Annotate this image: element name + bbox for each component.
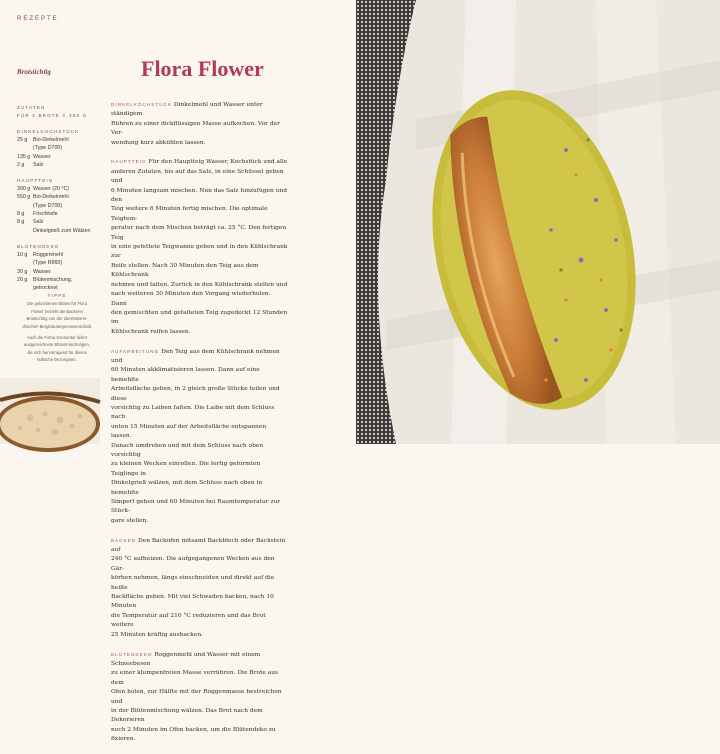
method-text: 240 °C aufheizen. Die aufgegangenen Wecken aus den Gär- <box>111 556 275 572</box>
method-line <box>111 100 288 120</box>
ingredient-row <box>17 218 101 226</box>
method-line <box>111 612 288 631</box>
ingredient-quantity <box>17 227 33 235</box>
method-text: Ofen holen, zur Hälfte mit der Roggenmasse bestreichen und <box>111 689 282 705</box>
ingredient-name: (Type D700) <box>33 145 63 152</box>
method-text: Arbeitsfläche geben, in 2 gleich große Stücke teilen und diese <box>111 386 280 402</box>
ingredient-row <box>17 202 101 210</box>
ingredient-name: Roggenmehl <box>33 251 64 258</box>
ingredient-name: Salz <box>33 161 44 168</box>
method-text: Roggenmehl und Wasser mit einem Schneebesen <box>111 651 261 667</box>
ingredient-quantity: 25 g <box>17 137 28 143</box>
method-line <box>111 309 288 328</box>
method-line <box>111 442 288 461</box>
ingredient-quantity: 20 g <box>17 276 28 283</box>
method-step <box>111 650 288 745</box>
method-text: noch 2 Minuten im Ofen backen, um die Blütendeko zu fixieren. <box>111 726 276 743</box>
ingredient-quantity <box>17 259 33 267</box>
method-text: Reife stellen. Nach 30 Minuten den Teig aus dem Kühlschrank <box>111 262 259 279</box>
ingredients-column <box>17 104 101 292</box>
flower-crusted-bread-photo <box>356 0 720 444</box>
ingredient-row <box>17 144 101 152</box>
ingredient-row <box>17 153 101 161</box>
ingredient-name: Blütenmischung, <box>33 276 73 283</box>
method-line <box>111 404 288 423</box>
method-line <box>111 536 288 556</box>
ingredient-row <box>17 210 101 218</box>
method-line <box>111 243 288 262</box>
method-column <box>111 100 288 754</box>
method-line <box>111 669 288 688</box>
method-line <box>111 498 288 517</box>
bakery-name: Brotsüchtig <box>17 68 51 76</box>
tips-line: Brotsüchtig von der oberösterrei- <box>26 316 88 322</box>
ingredient-quantity: 30 g <box>17 268 28 275</box>
method-line <box>111 574 288 593</box>
ingredient-name: Dinkelgrieß zum Wälzen <box>33 227 91 234</box>
tips-line: hübsche Brot eignen. <box>37 357 77 363</box>
tips-paragraph-2 <box>14 334 100 364</box>
method-text: Teig weitere 6 Minuten fertig mischen. Die optimale Teigtem- <box>111 206 268 222</box>
method-line <box>111 262 288 281</box>
method-text: körben nehmen, längs einschneiden und direkt auf die heiße <box>111 575 275 591</box>
method-text: nach weiteren 30 Minuten den Vorgang wiederholen. Dann <box>111 291 271 307</box>
method-text: Kühlschrank reifen lassen. <box>111 328 191 335</box>
method-text: nehmen und falten. Zurück in den Kühlschrank stellen und <box>111 281 288 288</box>
method-line <box>111 631 288 640</box>
ingredient-row <box>17 251 101 259</box>
method-line <box>111 650 288 670</box>
recipe-title: Flora Flower <box>141 56 264 81</box>
method-step <box>111 100 288 148</box>
method-text: zu einer klumpenfreien Masse verrühren. Die Brote aus dem <box>111 670 279 686</box>
sliced-bread-photo <box>0 378 100 444</box>
method-text: Backfläche geben. Mit viel Schwaden backen, nach 10 Minuten <box>111 594 274 610</box>
method-text: vorsichtig zu Laiben falten. Die Laibe mit dem Schluss nach <box>111 404 275 421</box>
method-line <box>111 281 288 290</box>
ingredient-name: (Type R960) <box>33 260 63 267</box>
method-text: zu kleinen Wecken einrollen. Die fertig geformten Teiglinge in <box>111 461 261 477</box>
recipe-page <box>0 0 356 743</box>
method-line <box>111 224 288 243</box>
ingredient-name: Salz <box>33 219 44 226</box>
ingredient-group-heading: DINKELKOCHSTÜCK <box>17 129 80 134</box>
method-text: den gemischten und gefalteten Teig zugedeckt 12 Stunden im <box>111 309 288 326</box>
method-step-label: DINKELKOCHSTÜCK <box>111 102 173 107</box>
method-line <box>111 423 288 442</box>
ingredient-quantity: 10 g <box>17 251 28 258</box>
ingredient-row <box>17 161 101 169</box>
method-text: Den Backofen mitsamt Backblech oder Backstein auf <box>111 537 286 554</box>
method-line <box>111 290 288 309</box>
method-step-label: AUFARBEITUNG <box>111 348 160 354</box>
method-line <box>111 726 288 745</box>
method-text: Rühren zu einer dickflüssigen Masse aufkochen. Vor der Ver- <box>111 120 280 137</box>
method-line <box>111 187 288 206</box>
tips-line: ausgezeichnete Blütenmischungen, <box>23 342 91 348</box>
method-line <box>111 460 288 479</box>
ingredient-group-heading: BLÜTENDEKO <box>17 243 60 249</box>
method-line <box>111 707 288 726</box>
method-text: Den Teig aus dem Kühlschrank nehmen und <box>111 348 280 364</box>
ingredient-name: (Type D700) <box>33 202 63 209</box>
ingredient-row <box>17 193 101 201</box>
tips-line: chischen Bergkräutergenossenschaft. <box>21 323 93 329</box>
method-line <box>111 168 288 187</box>
method-step-label: BACKEN <box>111 537 137 543</box>
ingredient-quantity: 2 g <box>17 161 25 168</box>
method-step-label: BLÜTENDEKO <box>111 651 153 657</box>
tips-paragraph-1 <box>14 300 100 330</box>
method-line <box>111 688 288 707</box>
ingredient-quantity: 300 g <box>17 186 31 193</box>
method-line <box>111 157 288 167</box>
ingredient-row <box>17 268 101 276</box>
ingredient-quantity: 8 g <box>17 211 25 218</box>
method-line <box>111 517 288 526</box>
ingredient-name: getrocknet <box>33 285 58 292</box>
method-text: Simperl geben und 60 Minuten bei Raumtemperatur zur Stück- <box>111 499 281 515</box>
method-text: in der Blütenmischung wälzen. Das Brot nach dem Dekorieren <box>111 707 263 724</box>
ingredient-quantity: 135 g <box>17 153 31 160</box>
yield-text: FÜR 2 BROTE À 350 G <box>17 113 88 118</box>
method-text: unten 15 Minuten auf der Arbeitsfläche entspannen lassen. <box>111 423 267 440</box>
method-line <box>111 205 288 224</box>
ingredients-heading: ZUTATEN <box>17 105 46 110</box>
tips-line: Flower bezieht die Bäckerei <box>31 308 83 314</box>
ingredient-quantity <box>17 144 33 152</box>
ingredient-group-heading: HAUPTTEIG <box>17 178 54 184</box>
tips-line: Die gebackenen Blüten für Flora <box>26 301 88 307</box>
method-line <box>111 385 288 404</box>
ingredient-groups <box>17 128 101 292</box>
ingredient-row <box>17 259 101 267</box>
method-text: Dinkelmehl und Wasser unter ständigem <box>111 102 263 118</box>
ingredient-name: Wasser <box>33 153 51 160</box>
method-line <box>111 328 288 337</box>
method-line <box>111 555 288 574</box>
method-line <box>111 347 288 367</box>
method-text: Dinkelgrieß wälzen, mit dem Schluss nach oben in bemehlte <box>111 480 263 496</box>
method-text: Danach umdrehen und mit dem Schluss nach oben vorsichtig <box>111 442 264 458</box>
ingredient-quantity <box>17 202 33 210</box>
method-line <box>111 120 288 139</box>
method-text: 60 Minuten akklimatisieren lassen. Dann auf eine bemehlte <box>111 367 260 383</box>
section-label: REZEPTE <box>17 16 59 22</box>
method-line <box>111 479 288 498</box>
method-step <box>111 157 288 337</box>
ingredient-quantity: 550 g <box>17 194 31 201</box>
ingredient-name: Bio-Dinkelmehl <box>33 194 69 201</box>
tips-heading: TIPPS <box>47 293 67 298</box>
method-line <box>111 139 288 148</box>
method-step <box>111 347 288 527</box>
method-text: wendung kurz abkühlen lassen. <box>111 139 206 146</box>
ingredient-row <box>17 136 101 144</box>
ingredient-name: Wasser (20 °C) <box>33 186 70 193</box>
ingredient-row <box>17 276 101 284</box>
ingredient-quantity: 8 g <box>17 219 25 226</box>
ingredient-name: Wasser <box>33 268 51 275</box>
method-text: gare stellen. <box>111 517 149 524</box>
tips-line: die sich hervorragend für dieses <box>27 349 87 355</box>
ingredient-name: Frischhefe <box>33 211 58 218</box>
ingredient-row <box>17 185 101 193</box>
method-line <box>111 593 288 612</box>
method-step-label: HAUPTTEIG <box>111 159 147 165</box>
ingredient-name: Bio-Dinkelmehl <box>33 137 69 143</box>
tips-line: Auch die Firma Sonnentor liefert <box>26 335 88 341</box>
method-text: 6 Minuten langsam mischen. Nun das Salz hinzufügen und den <box>111 187 288 204</box>
method-text: die Temperatur auf 210 °C reduzieren und das Brot weitere <box>111 612 266 629</box>
method-text: anderen Zutaten, bis auf das Salz, in eine Schüssel geben und <box>111 168 284 185</box>
method-line <box>111 366 288 385</box>
method-text: 25 Minuten kräftig ausbacken. <box>111 631 203 638</box>
ingredient-row <box>17 227 101 235</box>
tips-box <box>14 292 100 368</box>
method-step <box>111 536 288 640</box>
method-text: in eine gefettete Teigwanne geben und in den Kühlschrank zur <box>111 244 288 260</box>
method-text: peratur nach dem Mischen beträgt ca. 25 °C. Den fertigen Teig <box>111 225 287 241</box>
method-text: Für den Hauptteig Wasser, Kochstück und alle <box>146 159 288 166</box>
